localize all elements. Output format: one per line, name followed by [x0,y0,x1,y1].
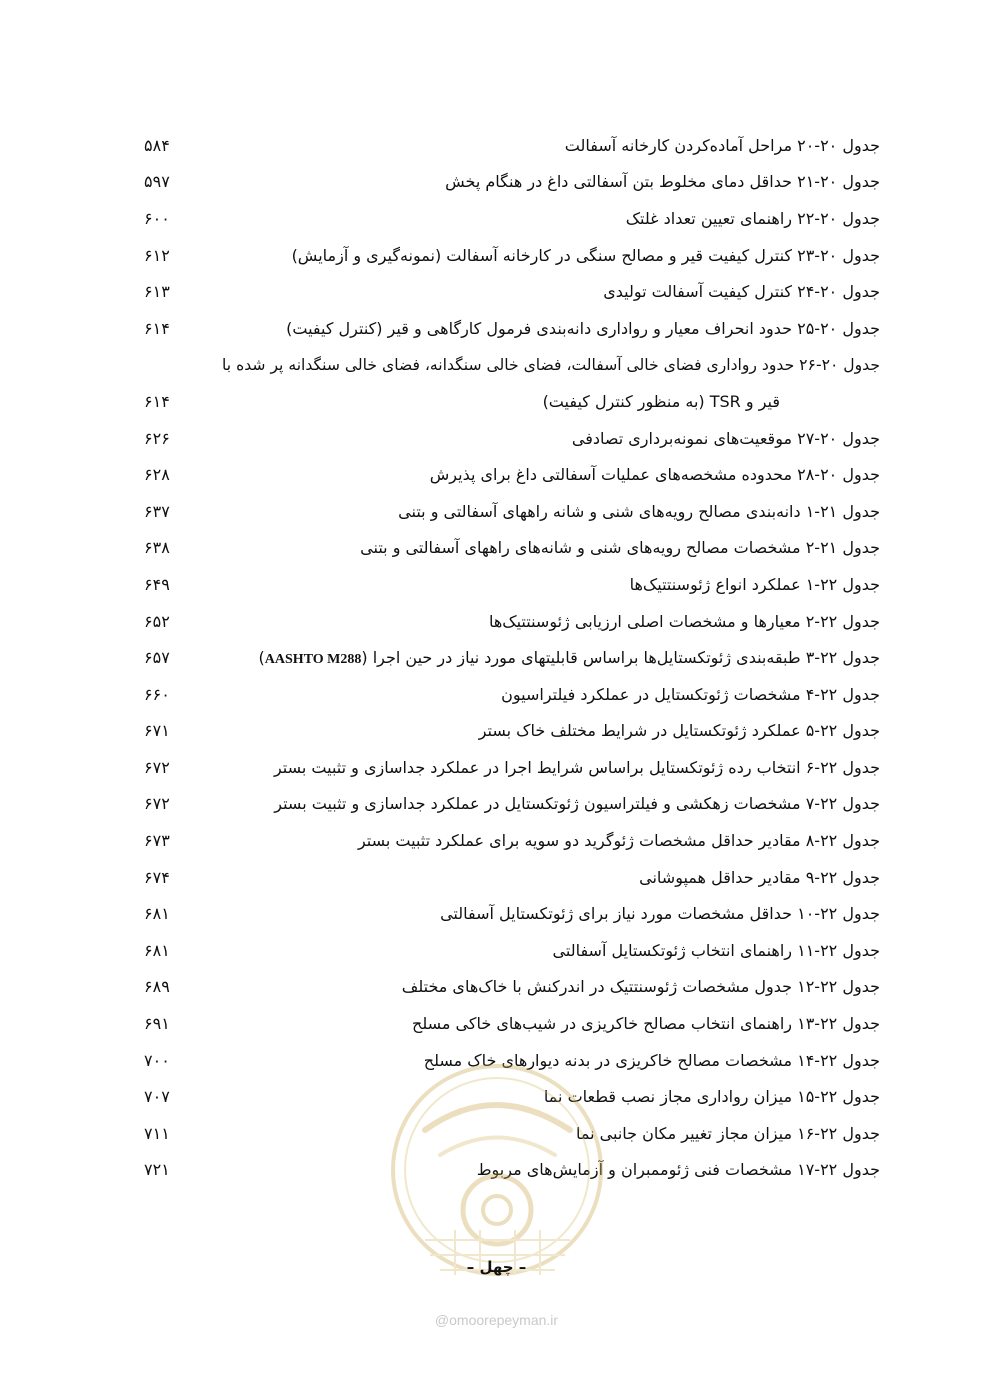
toc-entry-title: جدول ۲۲-۱۴ مشخصات مصالح خاکریزی در بدنه دیوارهای خاک مسلح [423,1050,880,1070]
toc-entry-page: ۵۸۴ [144,135,170,155]
standard-code: AASHTO M288 [264,651,362,667]
toc-entry-title [259,648,880,668]
toc-entry-page: ۶۷۳ [144,831,170,851]
toc-entry-title: جدول ۲۲-۴ مشخصات ژئوتکستایل در عملکرد فیلتراسیون [501,684,880,704]
toc-entry-title: جدول ۲۱-۲ مشخصات مصالح رویه‌های شنی و شانه‌های راههای آسفالتی و بتنی [360,538,880,558]
toc-entry-title: جدول ۲۲-۱۳ راهنمای انتخاب مصالح خاکریزی در شیب‌های خاکی مسلح [411,1014,880,1034]
toc-entry-continuation[interactable] [140,383,880,420]
toc-entry-page: ۷۰۰ [144,1050,170,1070]
toc-entry-title-end: ) [258,647,265,667]
toc-entry-page: ۶۱۴ [144,391,170,411]
toc-entry[interactable] [140,603,880,640]
toc-entry-page: ۶۷۱ [144,721,170,741]
toc-entry[interactable] [140,932,880,969]
toc-entry-page: ۶۸۱ [144,940,170,960]
toc-entry[interactable] [140,310,880,347]
toc-entry-page: ۶۲۶ [144,428,170,448]
toc-entry[interactable] [140,456,880,493]
toc-entry-title: جدول ۲۰-۲۱ حداقل دمای مخلوط بتن آسفالتی داغ در هنگام پخش [445,172,880,192]
toc-entry-page: ۶۱۲ [144,245,170,265]
toc-entry[interactable] [140,347,880,384]
toc-entry-title: جدول ۲۲-۱۵ میزان رواداری مجاز نصب قطعات نما [543,1087,880,1107]
toc-entry-page: ۶۵۲ [144,611,170,631]
toc-entry-page: ۶۷۲ [144,794,170,814]
table-of-tables [140,127,880,1188]
toc-entry-title: جدول ۲۰-۲۰ مراحل آماده‌کردن کارخانه آسفالت [564,135,880,155]
toc-entry-page: ۶۳۷ [144,501,170,521]
toc-entry-page: ۶۶۰ [144,684,170,704]
toc-entry-page: ۷۲۱ [144,1160,170,1180]
toc-entry[interactable] [140,895,880,932]
toc-entry[interactable] [140,200,880,237]
toc-entry-page: ۶۸۹ [144,977,170,997]
website-watermark: @omoorepeyman.ir [434,1312,559,1328]
toc-entry-page: ۶۴۹ [144,574,170,594]
toc-entry-title: جدول ۲۱-۱ دانه‌بندی مصالح رویه‌های شنی و شانه راههای آسفالتی و بتنی [398,501,880,521]
toc-entry[interactable] [140,786,880,823]
toc-entry-page: ۶۱۳ [144,282,170,302]
toc-entry-title-text: جدول ۲۲-۳ طبقه‌بندی ژئوتکستایل‌ها براساس قابلیتهای مورد نیاز در حین اجرا ( [361,647,880,667]
toc-entry[interactable] [140,639,880,676]
toc-entry-title: جدول ۲۲-۱۱ راهنمای انتخاب ژئوتکستایل آسفالتی [552,940,880,960]
toc-entry-title: جدول ۲۲-۸ مقادیر حداقل مشخصات ژئوگرید دو سویه برای عملکرد تثبیت بستر [357,831,880,851]
toc-entry[interactable] [140,530,880,567]
toc-entry-title: جدول ۲۲-۶ انتخاب رده ژئوتکستایل براساس شرایط اجرا در عملکرد جداسازی و تثبیت بستر [273,757,880,777]
toc-entry[interactable] [140,420,880,457]
toc-entry-page: ۶۹۱ [144,1014,170,1034]
toc-entry[interactable] [140,237,880,274]
toc-entry-title: جدول ۲۲-۱۰ حداقل مشخصات مورد نیاز برای ژئوتکستایل آسفالتی [440,904,880,924]
toc-entry-title: جدول ۲۲-۱۷ مشخصات فنی ژئوممبران و آزمایش‌های مربوط [476,1160,880,1180]
toc-entry-page: ۶۲۸ [144,465,170,485]
toc-entry[interactable] [140,859,880,896]
toc-entry[interactable] [140,969,880,1006]
toc-entry-title: جدول ۲۲-۱۶ میزان مجاز تغییر مکان جانبی نما [576,1123,880,1143]
toc-entry[interactable] [140,164,880,201]
page-number-footer: – چهل – [466,1258,527,1276]
toc-entry-page: ۶۳۸ [144,538,170,558]
toc-entry-title: جدول ۲۲-۷ مشخصات زهکشی و فیلتراسیون ژئوتکستایل در عملکرد جداسازی و تثبیت بستر [274,794,880,814]
toc-entry[interactable] [140,749,880,786]
toc-entry[interactable] [140,127,880,164]
toc-entry-title: جدول ۲۲-۱۲ جدول مشخصات ژئوسنتتیک در اندرکنش با خاک‌های مختلف [401,977,880,997]
toc-entry-page: ۶۵۷ [144,648,170,668]
toc-entry[interactable] [140,1078,880,1115]
toc-entry-title: جدول ۲۰-۲۵ حدود انحراف معیار و رواداری دانه‌بندی فرمول کارگاهی و قیر (کنترل کیفیت) [286,318,880,338]
toc-entry[interactable] [140,1042,880,1079]
toc-entry[interactable] [140,713,880,750]
toc-entry-page: ۶۷۲ [144,757,170,777]
toc-entry-title: جدول ۲۰-۲۳ کنترل کیفیت قیر و مصالح سنگی در کارخانه آسفالت (نمونه‌گیری و آزمایش) [291,245,880,265]
toc-entry-title: جدول ۲۲-۵ عملکرد ژئوتکستایل در شرایط مختلف خاک بستر [478,721,880,741]
toc-entry-title: جدول ۲۰-۲۲ راهنمای تعیین تعداد غلتک [625,208,880,228]
toc-entry-title: جدول ۲۰-۲۷ موقعیت‌های نمونه‌برداری تصادفی [571,428,880,448]
toc-entry[interactable] [140,1152,880,1189]
toc-entry[interactable] [140,1005,880,1042]
toc-entry-title: جدول ۲۰-۲۸ محدوده مشخصه‌های عملیات آسفالتی داغ برای پذیرش [429,465,880,485]
toc-entry-page: ۵۹۷ [144,172,170,192]
toc-entry-page: ۶۸۱ [144,904,170,924]
toc-entry-page: ۷۱۱ [144,1123,170,1143]
toc-entry[interactable] [140,273,880,310]
toc-entry[interactable] [140,1115,880,1152]
toc-entry-page: ۶۱۴ [144,318,170,338]
toc-entry-title: جدول ۲۲-۹ مقادیر حداقل همپوشانی [639,867,880,887]
toc-entry-title: جدول ۲۲-۱ عملکرد انواع ژئوسنتتیک‌ها [629,574,880,594]
toc-entry[interactable] [140,676,880,713]
toc-entry[interactable] [140,822,880,859]
toc-entry-title: قیر و TSR (به منظور کنترل کیفیت) [542,391,780,411]
toc-entry-page: ۶۷۴ [144,867,170,887]
toc-entry-page: ۷۰۷ [144,1087,170,1107]
toc-entry[interactable] [140,493,880,530]
toc-entry[interactable] [140,566,880,603]
toc-entry-title: جدول ۲۰-۲۴ کنترل کیفیت آسفالت تولیدی [603,282,880,302]
toc-entry-page: ۶۰۰ [144,208,170,228]
toc-entry-title: جدول ۲۲-۲ معیارها و مشخصات اصلی ارزیابی ژئوسنتتیک‌ها [488,611,880,631]
toc-entry-title: جدول ۲۰-۲۶ حدود رواداری فضای خالی آسفالت، فضای خالی سنگدانه، فضای خالی سنگدانه پر شده با [222,355,880,374]
